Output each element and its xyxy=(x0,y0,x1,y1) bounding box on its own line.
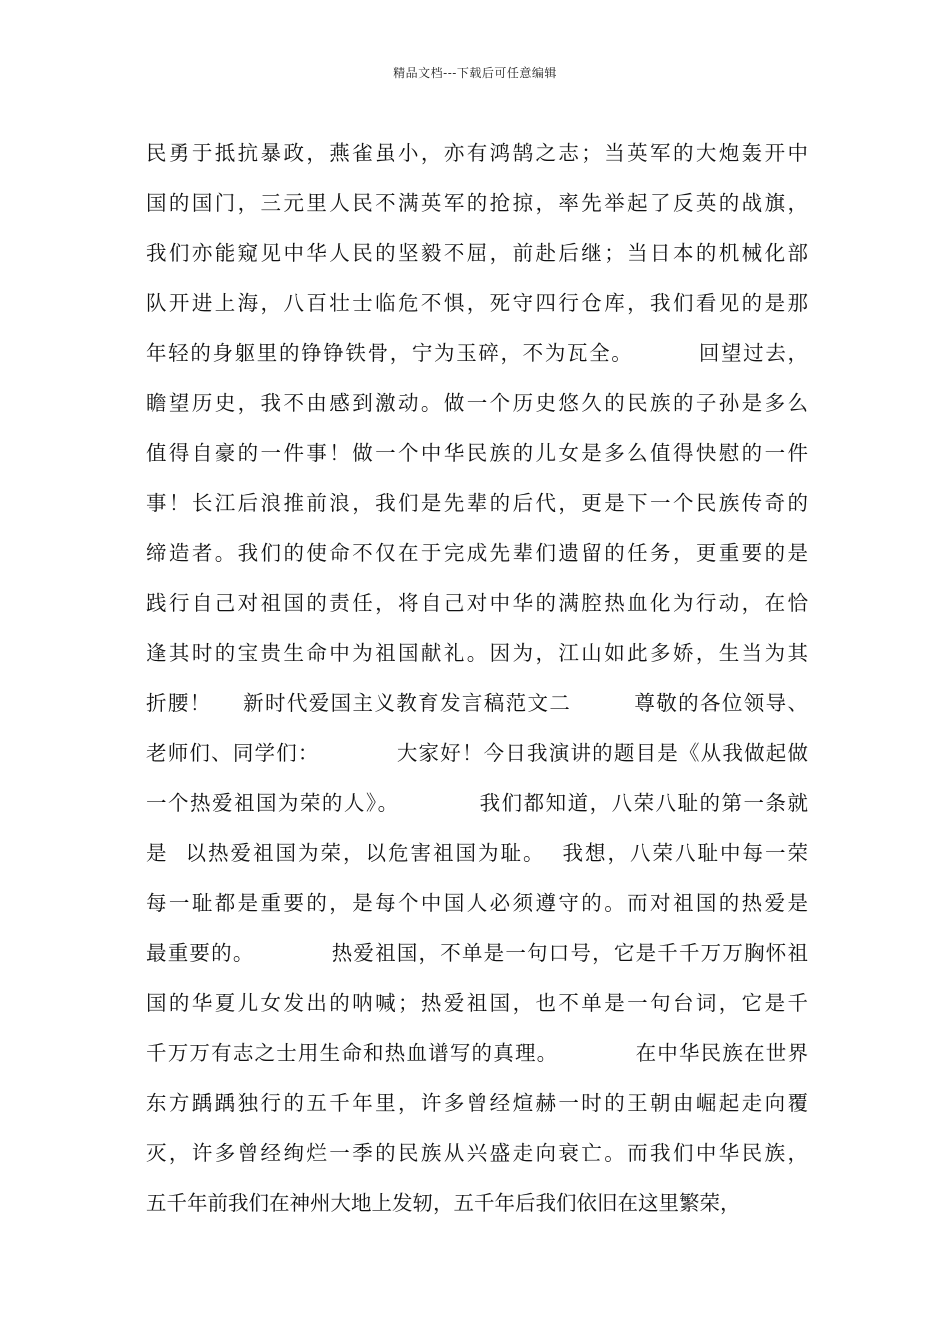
text-line: 年轻的身躯里的铮铮铁骨，宁为玉碎，不为瓦全。 回望过去， xyxy=(146,341,808,365)
page-header: 精品文档---下载后可任意编辑 xyxy=(393,66,557,80)
text-line: 五千年前我们在神州大地上发轫，五千年后我们依旧在这里繁荣， xyxy=(146,1191,741,1215)
text-line: 事！长江后浪推前浪，我们是先辈的后代，更是下一个民族传奇的 xyxy=(146,491,808,515)
text-line: 队开进上海，八百壮士临危不惧，死守四行仓库，我们看见的是那 xyxy=(146,291,808,315)
text-line: 一个热爱祖国为荣的人》。 我们都知道，八荣八耻的第一条就 xyxy=(146,791,808,815)
text-line: 逢其时的宝贵生命中为祖国献礼。因为，江山如此多娇，生当为其 xyxy=(146,641,808,665)
text-line: 灭，许多曾经绚烂一季的民族从兴盛走向衰亡。而我们中华民族， xyxy=(146,1141,808,1165)
text-line: 东方踽踽独行的五千年里，许多曾经煊赫一时的王朝由崛起走向覆 xyxy=(146,1091,808,1115)
text-line: 瞻望历史，我不由感到激动。做一个历史悠久的民族的子孙是多么 xyxy=(146,391,808,415)
text-line: 国的华夏儿女发出的呐喊；热爱祖国，也不单是一句台词，它是千 xyxy=(146,991,808,1015)
text-line: 是 以热爱祖国为荣，以危害祖国为耻。 我想，八荣八耻中每一荣 xyxy=(146,841,808,865)
text-line: 民勇于抵抗暴政，燕雀虽小，亦有鸿鹄之志；当英军的大炮轰开中 xyxy=(146,141,808,165)
text-line: 老师们、同学们： 大家好！今日我演讲的题目是《从我做起做 xyxy=(146,741,808,765)
text-line: 千万万有志之士用生命和热血谱写的真理。 在中华民族在世界 xyxy=(146,1041,808,1065)
text-line: 国的国门，三元里人民不满英军的抢掠，率先举起了反英的战旗， xyxy=(146,191,808,215)
document-body xyxy=(146,128,808,1228)
text-line: 缔造者。我们的使命不仅在于完成先辈们遗留的任务，更重要的是 xyxy=(146,541,808,565)
text-line: 每一耻都是重要的，是每个中国人必须遵守的。而对祖国的热爱是 xyxy=(146,891,808,915)
text-line: 践行自己对祖国的责任，将自己对中华的满腔热血化为行动，在恰 xyxy=(146,591,808,615)
text-line: 折腰！ 新时代爱国主义教育发言稿范文二 尊敬的各位领导、 xyxy=(146,691,808,715)
text-line: 最重要的。 热爱祖国，不单是一句口号，它是千千万万胸怀祖 xyxy=(146,941,808,965)
text-line: 值得自豪的一件事！做一个中华民族的儿女是多么值得快慰的一件 xyxy=(146,441,808,465)
text-line: 我们亦能窥见中华人民的坚毅不屈，前赴后继；当日本的机械化部 xyxy=(146,241,808,265)
